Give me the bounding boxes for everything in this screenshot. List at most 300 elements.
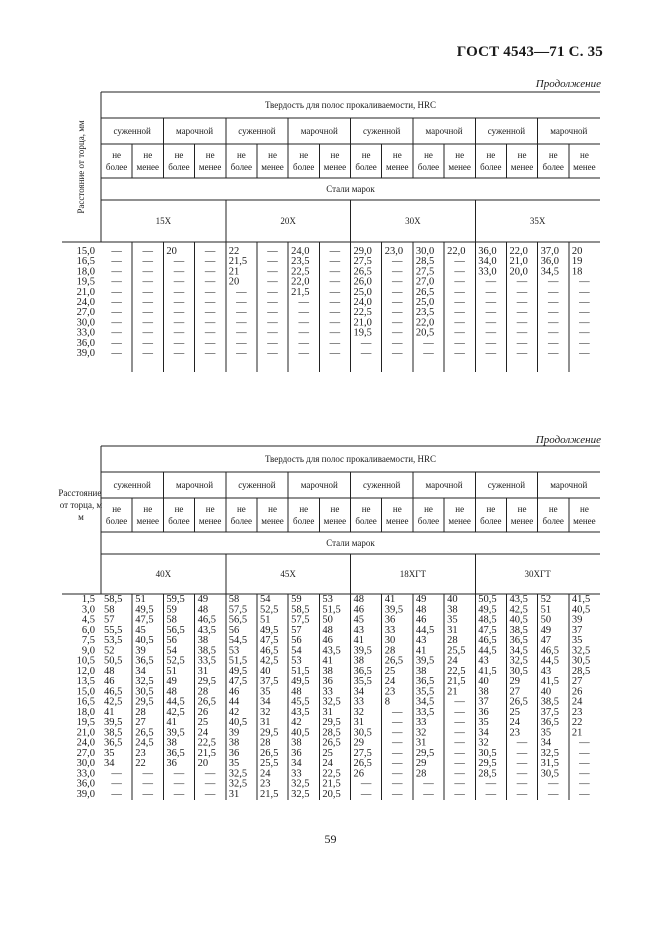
cell-value: 25 [384, 665, 396, 677]
cell-value: — [454, 307, 465, 319]
bound-label-line: не [268, 504, 277, 514]
cell-value: 48 [322, 624, 333, 636]
cell-value: 31 [353, 717, 364, 728]
cell-value: 26,5 [135, 727, 154, 739]
cell-value: 27,5 [353, 256, 372, 268]
cell-value: 24 [571, 696, 583, 708]
cell-value: 36,5 [353, 665, 372, 677]
cell-value: 21,5 [291, 286, 310, 298]
cell-value: — [329, 297, 341, 308]
cell-value: — [485, 348, 497, 359]
cell-value: 35 [571, 635, 583, 646]
steel-title: Стали марок [326, 538, 375, 548]
cell-value: — [111, 256, 122, 268]
cell-value: 57,5 [291, 614, 310, 626]
cell-value: 56 [166, 635, 177, 646]
cell-value: — [142, 768, 154, 780]
cell-value: 27 [135, 717, 146, 728]
cell-value: — [392, 317, 403, 329]
cell-value: — [173, 348, 185, 359]
cell-value: 27 [509, 686, 520, 698]
cell-value: 39,5 [384, 604, 404, 616]
cell-value: — [423, 788, 434, 800]
bound-label-line: менее [323, 162, 347, 172]
cell-value: — [454, 737, 465, 749]
continuation-label-2: Продолжение [535, 434, 601, 446]
cell-value: — [173, 307, 185, 319]
cell-value: 26,0 [353, 276, 372, 288]
bound-label-line: менее [510, 516, 534, 526]
band-label: суженной [487, 126, 526, 136]
distance-value: 15,0 [76, 246, 95, 257]
bound-label [386, 504, 409, 526]
cell-value: — [485, 337, 497, 349]
cell-value: — [111, 276, 122, 288]
cell-value: — [267, 276, 278, 288]
cell-value: — [485, 778, 497, 790]
cell-value: 41,5 [478, 665, 497, 677]
cell-value: — [423, 348, 434, 359]
distance-value: 33,0 [76, 768, 95, 780]
cell-value: 32,5 [291, 778, 310, 790]
bound-label-line: не [580, 504, 589, 514]
cell-value: 57,5 [228, 604, 248, 616]
cell-value: 31 [447, 624, 458, 636]
cell-value: 38,5 [540, 696, 559, 708]
cell-value: — [329, 246, 341, 257]
cell-value: 23 [571, 706, 583, 718]
cell-value: 26 [571, 686, 583, 698]
cell-value: — [204, 276, 216, 288]
band-label: марочной [300, 480, 338, 490]
cell-value: 34 [540, 737, 552, 749]
cell-value: — [392, 307, 403, 319]
cell-value: 39 [571, 614, 583, 626]
cell-value: — [454, 717, 465, 728]
cell-value: 23,0 [384, 246, 404, 257]
cell-value: 49,5 [259, 624, 279, 636]
cell-value: 20,5 [415, 327, 435, 339]
cell-value: 32,5 [228, 768, 248, 780]
cell-value: — [142, 788, 154, 800]
cell-value: 42 [291, 717, 302, 728]
cell-value: — [579, 768, 590, 780]
cell-value: — [360, 337, 372, 349]
cell-value: 37,0 [540, 246, 559, 257]
cell-value: 52 [540, 594, 552, 605]
cell-value: — [204, 286, 216, 298]
cell-value: 23 [135, 747, 146, 759]
cell-value: — [516, 286, 528, 298]
cell-value: 41 [415, 645, 427, 657]
cell-value: — [173, 327, 185, 339]
cell-value: 36,5 [104, 737, 123, 749]
cell-value: 53 [322, 594, 333, 605]
cell-value: 58 [104, 604, 115, 616]
cell-value: 44,5 [540, 655, 559, 667]
cell-value: — [516, 737, 528, 749]
cell-value: 33 [353, 696, 364, 708]
cell-value: 40 [259, 665, 271, 677]
cell-value: 29,5 [478, 758, 497, 769]
bound-label-line: более [105, 162, 128, 172]
cell-value: — [236, 327, 247, 339]
cell-value: — [516, 297, 528, 308]
cell-value: 36 [478, 706, 489, 718]
distance-value: 30,0 [76, 317, 95, 329]
cell-value: 30,5 [509, 665, 528, 677]
cell-value: — [579, 307, 590, 319]
cell-value: — [516, 337, 528, 349]
cell-value: 20 [571, 246, 583, 257]
cell-value: 44,5 [166, 696, 185, 708]
cell-value: — [142, 256, 154, 268]
cell-value: — [329, 327, 341, 339]
cell-value: 49,5 [291, 676, 310, 687]
cell-value: 51 [259, 614, 271, 626]
cell-value: 59,5 [166, 594, 185, 605]
cell-value: 51,5 [291, 665, 310, 677]
cell-value: 29,0 [353, 246, 372, 257]
cell-value: 41,5 [571, 594, 591, 605]
cell-value: 49,5 [478, 604, 497, 616]
cell-value: 23 [509, 727, 520, 739]
cell-value: 28 [135, 706, 146, 718]
cell-value: 39 [228, 727, 240, 739]
cell-value: — [485, 297, 497, 308]
distance-value: 16,5 [76, 256, 95, 268]
cell-value: 35,5 [415, 686, 435, 698]
cell-value: 50 [322, 614, 333, 626]
cell-value: — [547, 286, 559, 298]
distance-value: 39,0 [76, 348, 95, 359]
bound-label-line: более [230, 516, 253, 526]
cell-value: — [204, 307, 216, 319]
bound-label-line: более [168, 162, 190, 172]
cell-value: 40,5 [228, 717, 248, 728]
distance-value: 19,5 [76, 276, 95, 288]
band-label: суженной [363, 480, 401, 490]
bound-label [355, 504, 376, 526]
cell-value: — [111, 778, 122, 790]
continuation-label: Продолжение [535, 78, 601, 90]
bound-label-line: не [548, 504, 558, 514]
cell-value: 31 [228, 788, 240, 800]
cell-value: — [298, 317, 309, 329]
cell-value: — [204, 297, 216, 308]
cell-value: — [204, 246, 216, 257]
cell-value: — [111, 307, 122, 319]
bound-label-line: не [143, 504, 153, 514]
cell-value: 43,5 [291, 706, 310, 718]
cell-value: 22,5 [353, 307, 372, 319]
cell-value: — [579, 317, 590, 329]
bound-label-line: более [417, 516, 440, 526]
bound-label-line: не [392, 150, 402, 160]
cell-value: 31 [259, 717, 271, 728]
bound-label-line: не [361, 504, 371, 514]
cell-value: — [485, 286, 497, 298]
cell-value: — [516, 778, 528, 790]
bound-label-line: не [205, 504, 215, 514]
cell-value: — [454, 727, 465, 739]
bound-label [261, 504, 284, 526]
cell-value: 41 [384, 594, 396, 605]
band-label: суженной [363, 126, 401, 136]
cell-value: 26,5 [259, 747, 279, 759]
cell-value: — [236, 348, 247, 359]
cell-value: 45,5 [291, 696, 310, 708]
cell-value: — [329, 266, 341, 278]
cell-value: 42,5 [259, 655, 279, 667]
cell-value: 49 [540, 624, 552, 636]
bound-label [231, 504, 252, 526]
cell-value: 26,5 [509, 696, 528, 708]
cell-value: — [392, 727, 403, 739]
cell-value: — [111, 246, 122, 257]
cell-value: 24,5 [135, 737, 154, 749]
cell-value: — [423, 778, 434, 790]
band-label: марочной [550, 126, 588, 136]
cell-value: 22 [571, 717, 583, 728]
cell-value: 59 [166, 604, 177, 616]
cell-value: 48 [415, 604, 427, 616]
cell-value: 22,5 [197, 737, 216, 749]
cell-value: 21 [228, 266, 240, 278]
cell-value: 42,5 [166, 706, 185, 718]
cell-value: 36 [166, 758, 177, 769]
cell-value: — [236, 337, 247, 349]
cell-value: 32,5 [135, 676, 154, 687]
cell-value: 33,5 [197, 655, 216, 667]
distance-value: 13,5 [76, 676, 95, 687]
cell-value: 58 [166, 614, 177, 626]
cell-value: — [392, 266, 403, 278]
cell-value: 53,5 [104, 635, 123, 646]
steel-grade: 30Х [405, 216, 421, 226]
cell-value: — [267, 337, 278, 349]
cell-value: 39,5 [415, 655, 435, 667]
cell-value: 28,5 [478, 768, 497, 780]
cell-value: 37,5 [540, 706, 559, 718]
cell-value: 29,5 [322, 717, 341, 728]
cell-value: — [142, 348, 154, 359]
band-label: марочной [550, 480, 588, 490]
cell-value: 49 [415, 594, 427, 605]
bound-label-line: не [517, 150, 527, 160]
cell-value: — [392, 327, 403, 339]
bound-label-line: не [174, 150, 184, 160]
cell-value: — [392, 297, 403, 308]
page-header: ГОСТ 4543—71 С. 35 [456, 44, 603, 60]
bound-label [106, 504, 127, 526]
cell-value: — [329, 348, 341, 359]
cell-value: 27,5 [415, 266, 435, 278]
cell-value: — [204, 337, 216, 349]
cell-value: 25 [197, 717, 209, 728]
cell-value: 52 [104, 645, 115, 657]
cell-value: — [454, 266, 465, 278]
distance-value: 36,0 [76, 778, 95, 790]
bound-label [137, 504, 160, 526]
cell-value: 34,5 [415, 696, 435, 708]
cell-value: 42,5 [104, 696, 123, 708]
cell-value: 39,5 [166, 727, 185, 739]
bound-label-line: более [542, 162, 564, 172]
hardness-title: Твердость для полос прокаливаемости, HRC [264, 454, 437, 464]
cell-value: — [204, 768, 216, 780]
cell-value: — [267, 266, 278, 278]
cell-value: 45 [353, 614, 364, 626]
bound-label-line: не [486, 150, 496, 160]
cell-value: 24 [384, 676, 396, 687]
bound-label [480, 504, 501, 526]
cell-value: 49 [166, 676, 177, 687]
cell-value: — [454, 348, 465, 359]
cell-value: 21,5 [259, 788, 279, 800]
cell-value: 44,5 [415, 624, 435, 636]
cell-value: 31 [415, 737, 427, 749]
cell-value: — [111, 337, 122, 349]
cell-value: 22,0 [447, 246, 466, 257]
cell-value: 27 [571, 676, 583, 687]
cell-value: 31 [322, 706, 333, 718]
cell-value: 25 [322, 747, 333, 759]
bound-label-line: менее [573, 516, 596, 526]
cell-value: — [204, 256, 216, 268]
distance-value: 3,0 [81, 604, 95, 616]
cell-value: 46 [228, 686, 240, 698]
cell-value: — [485, 307, 497, 319]
bound-label-line: не [361, 150, 371, 160]
bound-label-line: не [143, 150, 153, 160]
band-label: марочной [300, 126, 338, 136]
cell-value: — [485, 317, 497, 329]
bound-label-line: менее [261, 162, 284, 172]
cell-value: 51,5 [322, 604, 341, 616]
cell-value: 27,0 [415, 276, 435, 288]
cell-value: 32,5 [291, 788, 310, 800]
bound-label-line: менее [386, 516, 409, 526]
bound-label-line: не [330, 150, 340, 160]
bound-label-line: менее [448, 516, 471, 526]
cell-value: 46 [415, 614, 427, 626]
cell-value: — [516, 317, 528, 329]
cell-value: 56 [228, 624, 240, 636]
cell-value: — [392, 778, 403, 790]
steel-grade: 45Х [280, 569, 296, 579]
bound-label-line: менее [198, 516, 222, 526]
cell-value: — [579, 758, 590, 769]
bound-label [293, 504, 314, 526]
distance-value: 21,0 [76, 286, 95, 298]
cell-value: — [547, 337, 559, 349]
cell-value: 34,5 [540, 266, 559, 278]
cell-value: — [579, 788, 590, 800]
bound-label-line: более [292, 516, 315, 526]
cell-value: 56 [291, 635, 302, 646]
cell-value: — [111, 297, 122, 308]
distance-value: 15,0 [76, 686, 95, 698]
steel-grade: 40Х [155, 569, 172, 579]
cell-value: 22,5 [447, 665, 466, 677]
band-label: суженной [487, 480, 526, 490]
cell-value: — [111, 266, 122, 278]
cell-value: — [142, 297, 154, 308]
cell-value: 40,5 [509, 614, 528, 626]
bound-label [542, 504, 563, 526]
cell-value: — [454, 747, 465, 759]
cell-value: 38 [478, 686, 489, 698]
bound-label-line: не [236, 504, 246, 514]
cell-value: 38 [166, 737, 177, 749]
cell-value: 36,5 [509, 635, 528, 646]
cell-value: — [454, 317, 465, 329]
cell-value: 54 [259, 594, 271, 605]
cell-value: — [454, 696, 465, 708]
steel-grade: 15Х [155, 216, 172, 226]
cell-value: 38 [322, 665, 333, 677]
cell-value: 33 [384, 624, 396, 636]
cell-value: — [516, 747, 528, 759]
bound-label-line: более [230, 162, 253, 172]
cell-value: 53 [291, 655, 302, 667]
cell-value: 46,5 [478, 635, 497, 646]
cell-value: 20 [166, 246, 177, 257]
cell-value: 34,0 [478, 256, 497, 268]
cell-value: — [454, 286, 465, 298]
cell-value: 35,5 [353, 676, 372, 687]
cell-value: — [579, 297, 590, 308]
cell-value: — [392, 747, 403, 759]
cell-value: 48 [353, 594, 364, 605]
cell-value: 54 [166, 645, 177, 657]
cell-value: 51 [540, 604, 552, 616]
cell-value: 58,5 [291, 604, 310, 616]
cell-value: 58,5 [104, 594, 123, 605]
distance-header-line: м [78, 512, 84, 522]
cell-value: 51 [166, 665, 177, 677]
cell-value: 32,5 [571, 645, 591, 657]
bound-label-line: более [355, 516, 377, 526]
cell-value: — [579, 276, 590, 288]
cell-value: 38 [291, 737, 302, 749]
cell-value: 50,5 [478, 594, 497, 605]
cell-value: — [579, 286, 590, 298]
cell-value: 44 [228, 696, 240, 708]
cell-value: 24 [447, 655, 458, 667]
cell-value: 40,5 [291, 727, 310, 739]
cell-value: — [142, 286, 154, 298]
cell-value: — [142, 778, 154, 790]
cell-value: 34 [259, 696, 271, 708]
cell-value: — [485, 276, 497, 288]
cell-value: 21,5 [197, 747, 216, 759]
bound-label-line: не [112, 150, 121, 160]
distance-value: 18,0 [76, 266, 95, 278]
cell-value: — [547, 297, 559, 308]
cell-value: 24 [509, 717, 520, 728]
cell-value: — [111, 768, 122, 780]
bound-label-line: менее [386, 162, 409, 172]
cell-value: 58 [228, 594, 240, 605]
cell-value: 28,5 [322, 727, 341, 739]
cell-value: 37,5 [259, 676, 279, 687]
cell-value: — [142, 327, 154, 339]
cell-value: 29,5 [135, 696, 154, 708]
bound-label-line: менее [573, 162, 596, 172]
cell-value: 33,5 [415, 706, 435, 718]
